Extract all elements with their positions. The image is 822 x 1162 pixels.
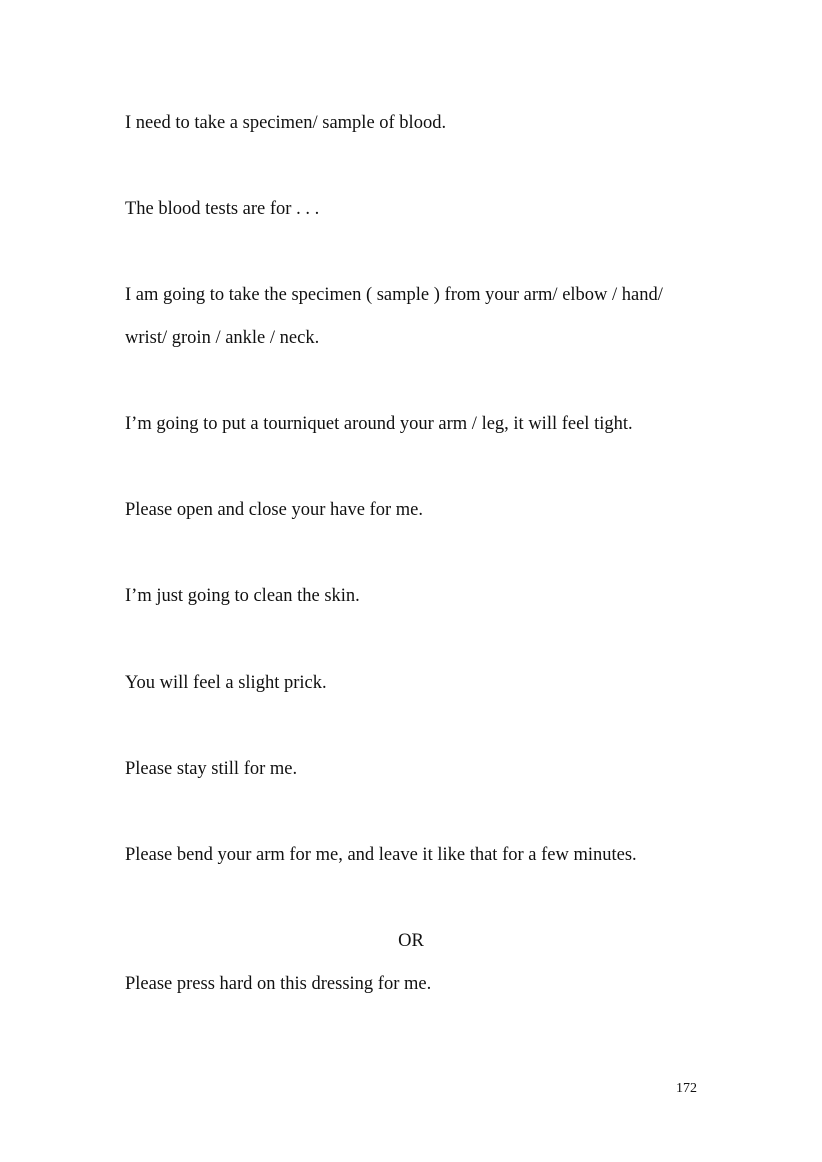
page-number: 172 (676, 1081, 697, 1096)
instruction-line: I need to take a specimen/ sample of blood. (125, 113, 447, 133)
instruction-line: Please bend your arm for me, and leave it like that for a few minutes. (125, 845, 637, 865)
instruction-line: Please stay still for me. (125, 759, 298, 779)
instruction-line: Please open and close your have for me. (125, 500, 423, 520)
instruction-line: Please press hard on this dressing for me. (125, 974, 432, 994)
separator-or: OR (398, 931, 424, 951)
instruction-line-continued: wrist/ groin / ankle / neck. (125, 328, 320, 348)
instruction-line: I’m just going to clean the skin. (125, 586, 360, 606)
instruction-line: You will feel a slight prick. (125, 673, 327, 693)
instruction-line: I’m going to put a tourniquet around your arm / leg, it will feel tight. (125, 414, 633, 434)
instruction-line: The blood tests are for . . . (125, 199, 320, 219)
instruction-line: I am going to take the specimen ( sample ) from your arm/ elbow / hand/ (125, 285, 663, 305)
